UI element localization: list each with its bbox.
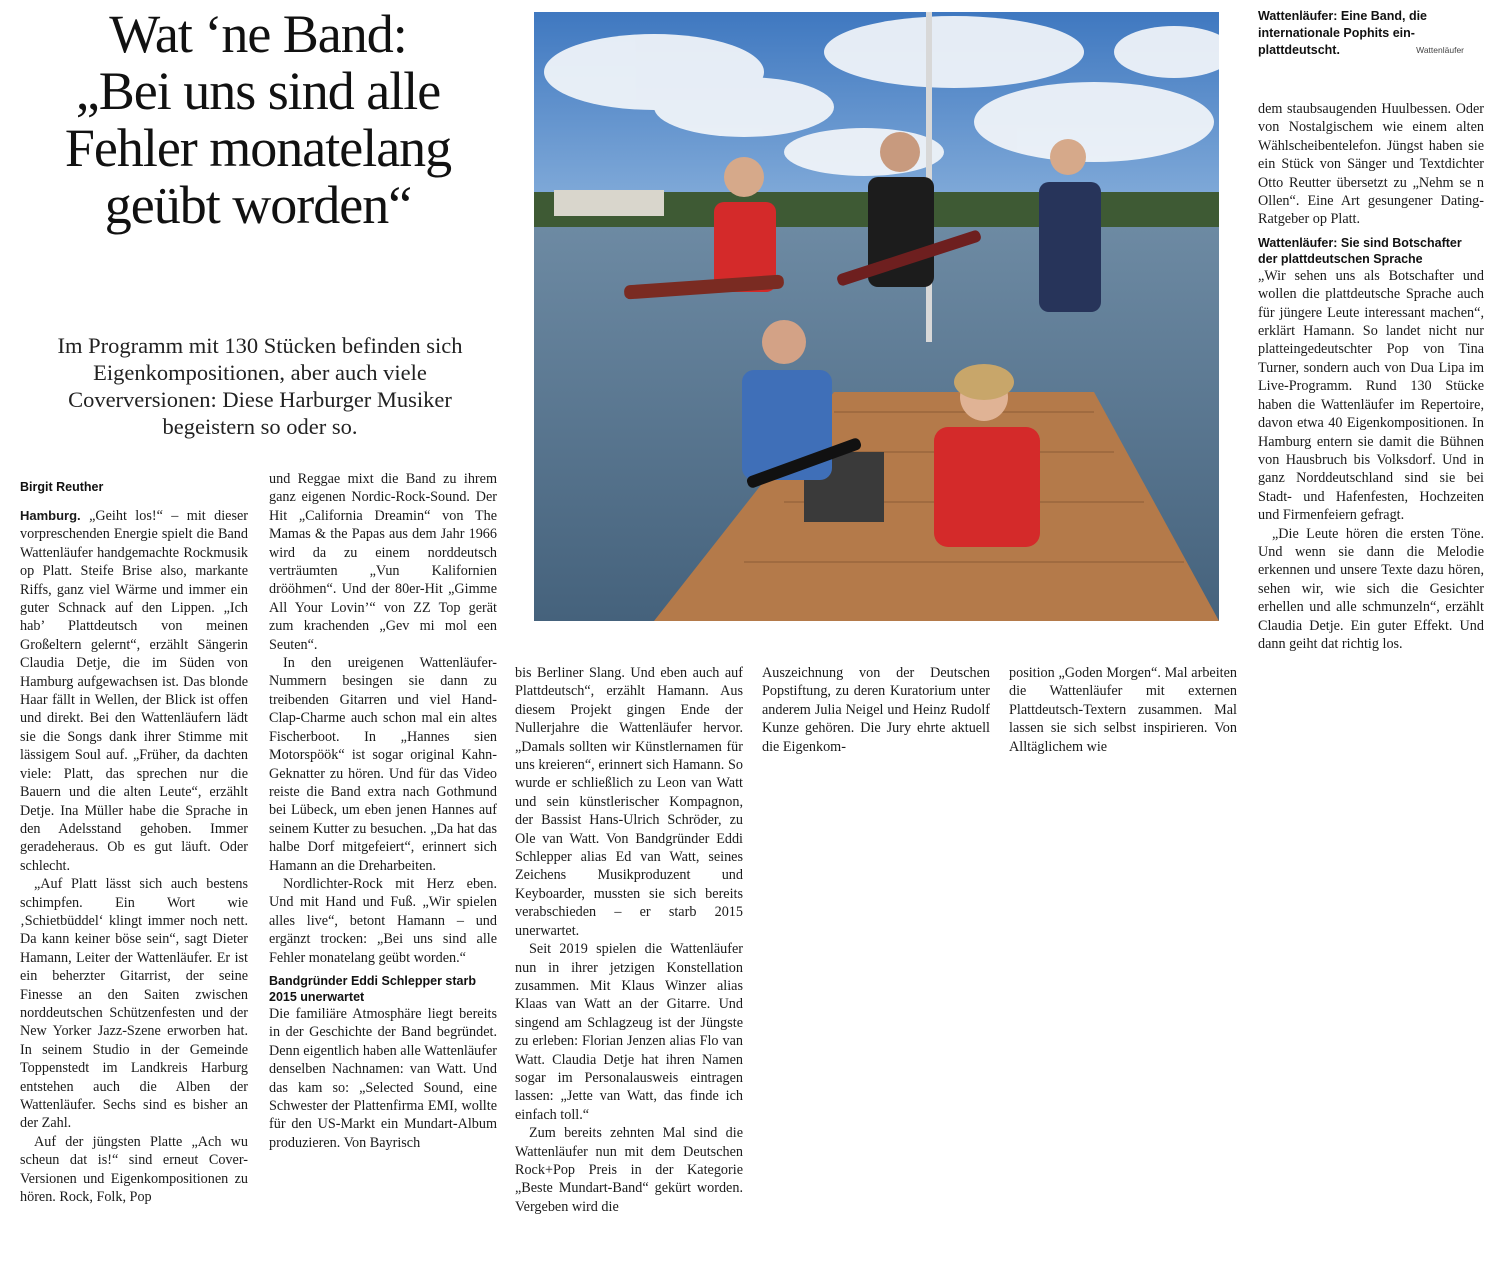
headline: [8, 6, 508, 234]
paragraph-text: „Geiht los!“ – mit dieser vorpreschenden Energie spielt die Band Wattenläufer handgemachte Rockmusik op Platt. Steife Brise also, markante Riffs, ganz viel Wärme und immer ein guter Schnack auf den Lippen. „Ich hab’ Plattdeutsch von meinen Großeltern gelernt“, erzählt Sängerin Claudia Detje, die im Süden von Hamburg aufgewachsen ist. Das blonde Haar fällt in Wellen, der Blick ist offen und direkt. Bei den Wattenläufern lädt sie die Songs dank ihrer Stimme mit lässigem Soul auf. „Früher, da dachten viele: Platt, das sprechen nur die Bauern und die alten Leute“, erzählt Detje. Ina Müller habe die Sprache in den Adelsstand gehoben. Immer geradeheraus. Ob es gut läuft. Oder schlecht.: [20, 508, 248, 874]
photo-caption: [1258, 8, 1484, 59]
headline-line: Fehler monatelang: [64, 117, 452, 178]
subheadline: [20, 332, 500, 440]
article-column-4: [762, 664, 990, 754]
headline-line: geübt worden“: [104, 174, 412, 235]
paragraph: Auszeichnung von der Deutschen Popstiftung, zu deren Kuratorium unter anderem Julia Neigel und Heinz Rudolf Kunze gehören. Die Jury ehrte aktuell die Eigenkom-: [762, 665, 990, 754]
article-column-2: [269, 470, 497, 1281]
article-column-5: [1009, 664, 1237, 754]
headline-line: „Bei uns sind alle: [75, 60, 441, 121]
building: [554, 190, 664, 216]
paragraph: [20, 507, 248, 875]
photo-credit: Wattenläufer: [1416, 45, 1464, 55]
paragraph: Auf der jüngsten Platte „Ach wu scheun dat is!“ sind erneut Cover-Versionen und Eigenkompositionen zu hören. Rock, Folk, Pop: [20, 1133, 248, 1206]
article-column-6: [1258, 100, 1484, 780]
band-photo: [534, 12, 1219, 621]
subhead-line: begeistern so oder so.: [162, 414, 358, 439]
article-column-1: [20, 507, 248, 1281]
section-heading: Wattenläufer: Sie sind Botschafter der plattdeutschen Sprache: [1258, 235, 1462, 266]
paragraph: Zum bereits zehnten Mal sind die Wattenläufer nun mit dem Deutschen Rock+Pop Preis in der Kategorie „Beste Mundart-Band“ gekürt worden. Vergeben wird die: [515, 1125, 743, 1215]
paragraph: „Auf Platt lässt sich auch bestens schimpfen. Ein Wort wie ‚Schietbüddel‘ klingt immer noch nett. Da kann keiner böse sein“, sagt Dieter Hamann, Leiter der Wattenläufer. Er ist ein beherzter Gitarrist, der seine Finesse an den Saiten zwischen norddeutschen Schützenfesten und der New Yorker Jazz-Szene erworben hat. In seinem Studio in der Gemeinde Toppenstedt im Landkreis Harburg entstehen auch die Alben der Wattenläufer. Sechs sind es bisher an der Zahl.: [20, 876, 248, 1132]
paragraph: „Wir sehen uns als Botschafter und wollen die plattdeutsche Sprache auch für jüngere Leute interessant machen“, erklärt Hamann. So landet nicht nur platteingedeutschter Pop von Tina Turner, sondern auch von Dua Lipa im Live-Programm. Rund 130 Stücke haben die Wattenläufer im Repertoire, davon etwa 40 Eigenkompositionen. In Hamburg entern sie damit die Bühnen von Hausbruch bis Volksdorf. Und in ganz Norddeutschland sind sie bei Stadt- und Hafenfesten, Hochzeiten und Firmenfeiern gefragt.: [1258, 267, 1484, 524]
article-column-3: [515, 664, 743, 1281]
paragraph: dem staubsaugenden Huulbessen. Oder von Nostalgischem wie einem alten Wählscheibentelefon. Jüngst haben sie ein Stück von Sänger und Textdichter Otto Reutter übersetzt zu „Nehm se n Ollen“. Eine Art gesungener Dating-Ratgeber op Platt.: [1258, 101, 1484, 228]
paragraph: position „Goden Morgen“. Mal arbeiten die Wattenläufer mit externen Plattdeutsch-Textern zusammen. Mal lassen sie sich selbst inspirieren. Von Alltäglichem wie: [1009, 665, 1237, 754]
paragraph: und Reggae mixt die Band zu ihrem ganz eigenen Nordic-Rock-Sound. Der Hit „California Dreamin“ von The Mamas & the Papas aus dem Jahr 1966 wird da zu einem norddeutsch verträumten „Vun Kalifornien drööhmen“. Und der 80er-Hit „Gimme All Your Lovin’“ von ZZ Top gerät zum krachenden „Gev mi mol een Seuten“.: [269, 471, 497, 653]
author-byline: Birgit Reuther: [20, 480, 104, 494]
paragraph: Nordlichter-Rock mit Herz eben. Und mit Hand und Fuß. „Wir spielen alles live“, betont Hamann – und ergänzt trocken: „Bei uns sind alle Fehler monatelang geübt worden.“: [269, 875, 497, 966]
subhead-line: Eigenkompositionen, aber auch viele: [93, 360, 427, 385]
headline-line: Wat ‘ne Band:: [109, 4, 407, 64]
caption-text: Wattenläufer: Eine Band, die internationale Pophits ein-plattdeutscht.: [1258, 9, 1428, 57]
dateline: Hamburg.: [20, 508, 81, 523]
paragraph: Seit 2019 spielen die Wattenläufer nun in ihrer jetzigen Konstellation zusammen. Mit Klaus Winzer alias Klaas van Watt an der Gitarre. Und singend am Schlagzeug ist der Jüngste zu erleben: Florian Jenzen alias Flo van Watt. Claudia Detje hat ihren Namen sogar im Personalausweis eintragen lassen: „Jette van Watt, das finde ich einfach toll.“: [515, 941, 743, 1123]
section-heading: Bandgründer Eddi Schlepper starb 2015 unerwartet: [269, 973, 476, 1004]
paragraph: „Die Leute hören die ersten Töne. Und wenn sie dann die Melodie erkennen und unsere Texte dazu hören, sehen wir, wie sich die Gesichter erhellen und alle schmunzeln“, erzählt Claudia Detje. Ein guter Effekt. Und dann geiht dat richtig los.: [1258, 525, 1484, 652]
paragraph: bis Berliner Slang. Und eben auch auf Plattdeutsch“, erzählt Hamann. Aus diesem Projekt gingen Ende der Nullerjahre die Wattenläufer hervor. „Damals sollten wir Künstlernamen für uns kreieren“, erinnert sich Hamann. So wurde er schließlich zu Leon van Watt und sein künstlerischer Kompagnon, der Bassist Hans-Ulrich Schröder, zu Ole van Watt. Von Bandgründer Eddi Schlepper alias Ed van Watt, seines Zeichens Musikproduzent und Keyboarder, mussten sie sich bereits verabschieden – er starb 2015 unerwartet.: [515, 665, 743, 939]
subhead-line: Coverversionen: Diese Harburger Musiker: [68, 387, 452, 412]
paragraph: In den ureigenen Wattenläufer-Nummern besingen sie dann zu treibenden Gitarren und viel Hand-Clap-Charme auch schon mal ein altes Fischerboot. In „Hannes sien Motorspöök“ ist sogar original Kahn-Geknatter zu hören. Und für das Video reiste die Band extra nach Gothmund bei Lübeck, um eben jenen Hannes auf seinem Kutter zu besuchen. „Da hat das halbe Dorf mitgefeiert“, erinnert sich Hamann an die Dreharbeiten.: [269, 655, 497, 874]
subhead-line: Im Programm mit 130 Stücken befinden sich: [57, 333, 463, 358]
paragraph: Die familiäre Atmosphäre liegt bereits in der Geschichte der Band begründet. Denn eigentlich haben alle Wattenläufer denselben Nachnamen: van Watt. Und das kam so: „Selected Sound, eine Schwester der Plattenfirma EMI, wollte für den US-Markt ein Mundart-Album produzieren. Von Bayrisch: [269, 1005, 497, 1151]
